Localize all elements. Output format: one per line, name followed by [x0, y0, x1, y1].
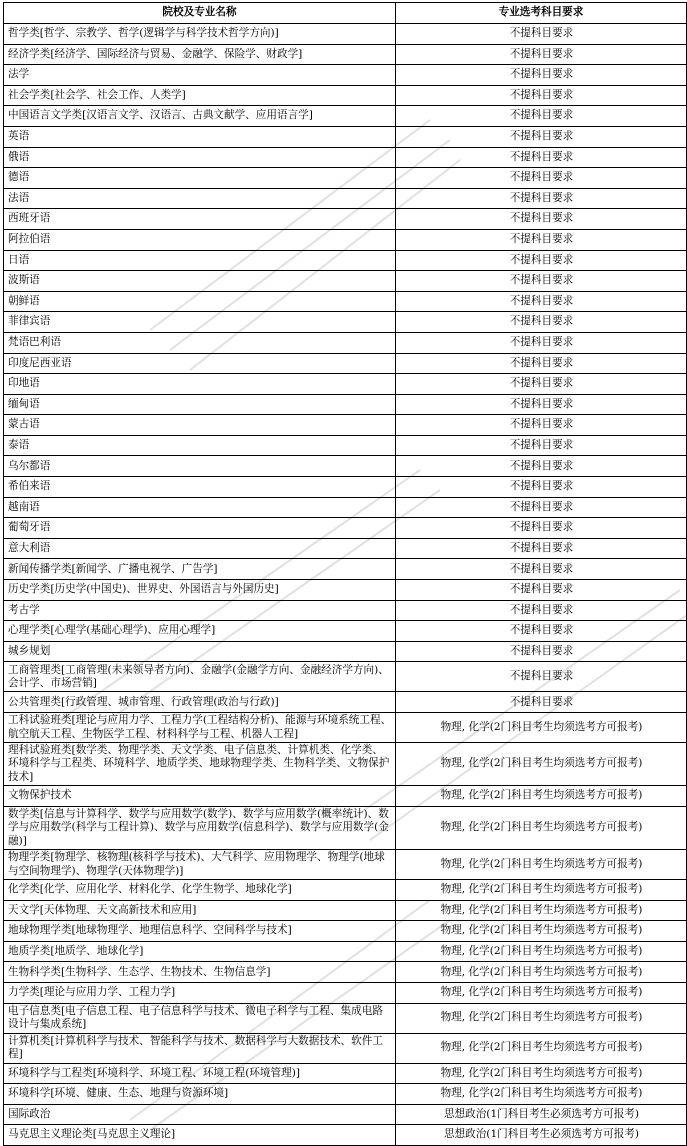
requirement-cell: 物理, 化学(2门科目考生均须选考方可报考): [396, 1003, 687, 1033]
major-name-cell: 日语: [4, 250, 396, 271]
requirement-cell: 物理, 化学(2门科目考生均须选考方可报考): [396, 983, 687, 1004]
table-row: [4, 1063, 687, 1084]
requirement-cell: 不提科目要求: [396, 229, 687, 250]
table-row: [4, 353, 687, 374]
major-name-cell: 经济学类[经济学、国际经济与贸易、金融学、保险学、财政学]: [4, 44, 396, 65]
requirement-cell: 物理, 化学(2门科目考生均须选考方可报考): [396, 941, 687, 962]
requirement-cell: 不提科目要求: [396, 559, 687, 580]
table-row: [4, 900, 687, 921]
requirement-cell: 不提科目要求: [396, 65, 687, 86]
major-name-cell: 缅甸语: [4, 394, 396, 415]
requirement-cell: 思想政治(1门科目考生必须选考方可报考): [396, 1104, 687, 1125]
table-row: [4, 229, 687, 250]
table-row: [4, 44, 687, 65]
majors-table: [3, 2, 687, 1146]
table-body: [4, 24, 687, 1146]
requirement-cell: 不提科目要求: [396, 497, 687, 518]
table-row: [4, 106, 687, 127]
requirement-cell: 不提科目要求: [396, 538, 687, 559]
major-name-cell: 环境科学[环境、健康、生态、地理与资源环境]: [4, 1084, 396, 1105]
table-row: [4, 641, 687, 662]
table-row: [4, 580, 687, 601]
requirement-cell: 不提科目要求: [396, 477, 687, 498]
requirement-cell: 不提科目要求: [396, 692, 687, 713]
major-name-cell: 梵语巴利语: [4, 332, 396, 353]
requirement-cell: 不提科目要求: [396, 518, 687, 539]
table-row: [4, 477, 687, 498]
requirement-cell: 物理, 化学(2门科目考生均须选考方可报考): [396, 786, 687, 807]
major-name-cell: 葡萄牙语: [4, 518, 396, 539]
requirement-cell: 不提科目要求: [396, 168, 687, 189]
requirement-cell: 不提科目要求: [396, 291, 687, 312]
requirement-cell: 物理, 化学(2门科目考生均须选考方可报考): [396, 962, 687, 983]
major-name-cell: 印地语: [4, 374, 396, 395]
major-name-cell: 物理学类[物理学、核物理(核科学与技术)、大气科学、应用物理学、物理学(地球与空间物理学)、物理学(天体物理学)]: [4, 850, 396, 880]
requirement-cell: 不提科目要求: [396, 374, 687, 395]
major-name-cell: 环境科学与工程类[环境科学、环境工程、环境工程(环境管理)]: [4, 1063, 396, 1084]
requirement-cell: 不提科目要求: [396, 394, 687, 415]
major-name-cell: 城乡规划: [4, 641, 396, 662]
table-row: [4, 415, 687, 436]
major-name-cell: 工商管理类[工商管理(未来领导者方向)、金融学(金融学方向、金融经济学方向)、会计学、市场营销]: [4, 662, 396, 692]
major-name-cell: 社会学类[社会学、社会工作、人类学]: [4, 85, 396, 106]
major-name-cell: 地球物理学类[地球物理学、地理信息科学、空间科学与技术]: [4, 921, 396, 942]
requirement-cell: 不提科目要求: [396, 188, 687, 209]
table-row: [4, 1125, 687, 1146]
major-name-cell: 历史学类[历史学(中国史)、世界史、外国语言与外国历史]: [4, 580, 396, 601]
table-row: [4, 1033, 687, 1063]
requirement-cell: 物理, 化学(2门科目考生均须选考方可报考): [396, 713, 687, 743]
major-name-cell: 工科试验班类[理论与应用力学、工程力学(工程结构分析)、能源与环境系统工程、航空航天工程、生物医学工程、材料科学与工程、机器人工程]: [4, 713, 396, 743]
table-row: [4, 692, 687, 713]
table-row: [4, 1003, 687, 1033]
requirement-cell: 物理, 化学(2门科目考生均须选考方可报考): [396, 850, 687, 880]
table-row: [4, 559, 687, 580]
major-name-cell: 俄语: [4, 147, 396, 168]
table-row: [4, 806, 687, 849]
requirement-cell: 物理, 化学(2门科目考生均须选考方可报考): [396, 806, 687, 849]
major-name-cell: 法语: [4, 188, 396, 209]
major-name-cell: 生物科学类[生物科学、生态学、生物技术、生物信息学]: [4, 962, 396, 983]
table-row: [4, 188, 687, 209]
table-row: [4, 332, 687, 353]
requirement-cell: 物理, 化学(2门科目考生均须选考方可报考): [396, 743, 687, 786]
table-row: [4, 538, 687, 559]
major-name-cell: 蒙古语: [4, 415, 396, 436]
requirement-cell: 不提科目要求: [396, 147, 687, 168]
table-row: [4, 168, 687, 189]
major-name-cell: 化学类[化学、应用化学、材料化学、化学生物学、地球化学]: [4, 880, 396, 901]
major-name-cell: 马克思主义理论类[马克思主义理论]: [4, 1125, 396, 1146]
table-row: [4, 518, 687, 539]
requirement-cell: 物理, 化学(2门科目考生均须选考方可报考): [396, 1033, 687, 1063]
major-name-cell: 理科试验班类[数学类、物理学类、天文学类、电子信息类、计算机类、化学类、环境科学与工程类、环境科学、地质学类、地球物理学类、生物科学类、文物保护技术]: [4, 743, 396, 786]
table-row: [4, 85, 687, 106]
requirement-cell: 不提科目要求: [396, 353, 687, 374]
table-row: [4, 962, 687, 983]
table-row: [4, 374, 687, 395]
major-name-cell: 力学类[理论与应用力学、工程力学]: [4, 983, 396, 1004]
table-row: [4, 250, 687, 271]
major-name-cell: 朝鲜语: [4, 291, 396, 312]
major-name-cell: 西班牙语: [4, 209, 396, 230]
major-name-cell: 波斯语: [4, 271, 396, 292]
major-name-cell: 中国语言文学类[汉语言文学、汉语言、古典文献学、应用语言学]: [4, 106, 396, 127]
table-row: [4, 147, 687, 168]
table-row: [4, 126, 687, 147]
requirement-cell: 不提科目要求: [396, 456, 687, 477]
major-name-cell: 电子信息类[电子信息工程、电子信息科学与技术、微电子科学与工程、集成电路设计与集成系统]: [4, 1003, 396, 1033]
table-row: [4, 600, 687, 621]
requirement-cell: 不提科目要求: [396, 106, 687, 127]
major-name-cell: 意大利语: [4, 538, 396, 559]
requirement-cell: 不提科目要求: [396, 250, 687, 271]
requirement-cell: 物理, 化学(2门科目考生均须选考方可报考): [396, 1084, 687, 1105]
major-name-cell: 考古学: [4, 600, 396, 621]
requirement-cell: 不提科目要求: [396, 126, 687, 147]
table-row: [4, 983, 687, 1004]
column-header-major: 院校及专业名称: [4, 3, 396, 24]
major-name-cell: 乌尔都语: [4, 456, 396, 477]
requirement-cell: 不提科目要求: [396, 662, 687, 692]
table-row: [4, 1084, 687, 1105]
table-row: [4, 850, 687, 880]
requirement-cell: 不提科目要求: [396, 580, 687, 601]
requirement-cell: 不提科目要求: [396, 435, 687, 456]
column-header-requirement: 专业选考科目要求: [396, 3, 687, 24]
table-row: [4, 271, 687, 292]
major-name-cell: 数学类[信息与计算科学、数学与应用数学(数学)、数学与应用数学(概率统计)、数学与应用数学(科学与工程计算)、数学与应用数学(信息科学)、数学与应用数学(金融)]: [4, 806, 396, 849]
table-row: [4, 786, 687, 807]
requirement-cell: 物理, 化学(2门科目考生均须选考方可报考): [396, 880, 687, 901]
major-name-cell: 公共管理类[行政管理、城市管理、行政管理(政治与行政)]: [4, 692, 396, 713]
major-name-cell: 天文学[天体物理、天文高新技术和应用]: [4, 900, 396, 921]
table-row: [4, 497, 687, 518]
requirement-cell: 不提科目要求: [396, 271, 687, 292]
table-row: [4, 209, 687, 230]
major-name-cell: 法学: [4, 65, 396, 86]
requirement-cell: 物理, 化学(2门科目考生均须选考方可报考): [396, 1063, 687, 1084]
major-name-cell: 哲学类[哲学、宗教学、哲学(逻辑学与科学技术哲学方向)]: [4, 24, 396, 45]
requirement-cell: 不提科目要求: [396, 332, 687, 353]
major-name-cell: 阿拉伯语: [4, 229, 396, 250]
requirement-cell: 思想政治(1门科目考生必须选考方可报考): [396, 1125, 687, 1146]
requirement-cell: 不提科目要求: [396, 600, 687, 621]
major-name-cell: 泰语: [4, 435, 396, 456]
requirement-cell: 物理, 化学(2门科目考生均须选考方可报考): [396, 900, 687, 921]
table-row: [4, 880, 687, 901]
requirement-cell: 不提科目要求: [396, 621, 687, 642]
table-row: [4, 743, 687, 786]
major-name-cell: 德语: [4, 168, 396, 189]
table-row: [4, 1104, 687, 1125]
table-row: [4, 662, 687, 692]
major-name-cell: 菲律宾语: [4, 312, 396, 333]
table-row: [4, 621, 687, 642]
requirement-cell: 不提科目要求: [396, 641, 687, 662]
major-name-cell: 计算机类[计算机科学与技术、智能科学与技术、数据科学与大数据技术、软件工程]: [4, 1033, 396, 1063]
major-name-cell: 希伯来语: [4, 477, 396, 498]
major-name-cell: 心理学类[心理学(基础心理学)、应用心理学]: [4, 621, 396, 642]
table-row: [4, 921, 687, 942]
requirement-cell: 不提科目要求: [396, 312, 687, 333]
major-name-cell: 越南语: [4, 497, 396, 518]
requirement-cell: 物理, 化学(2门科目考生均须选考方可报考): [396, 921, 687, 942]
table-row: [4, 456, 687, 477]
major-name-cell: 英语: [4, 126, 396, 147]
major-name-cell: 印度尼西亚语: [4, 353, 396, 374]
table-header-row: [4, 3, 687, 24]
major-name-cell: 地质学类[地质学、地球化学]: [4, 941, 396, 962]
major-name-cell: 文物保护技术: [4, 786, 396, 807]
table-row: [4, 435, 687, 456]
requirement-cell: 不提科目要求: [396, 209, 687, 230]
table-row: [4, 394, 687, 415]
requirement-cell: 不提科目要求: [396, 44, 687, 65]
major-name-cell: 国际政治: [4, 1104, 396, 1125]
table-row: [4, 713, 687, 743]
table-row: [4, 24, 687, 45]
table-row: [4, 65, 687, 86]
requirement-cell: 不提科目要求: [396, 24, 687, 45]
table-row: [4, 291, 687, 312]
table-row: [4, 941, 687, 962]
major-name-cell: 新闻传播学类[新闻学、广播电视学、广告学]: [4, 559, 396, 580]
table-row: [4, 312, 687, 333]
requirement-cell: 不提科目要求: [396, 415, 687, 436]
requirement-cell: 不提科目要求: [396, 85, 687, 106]
